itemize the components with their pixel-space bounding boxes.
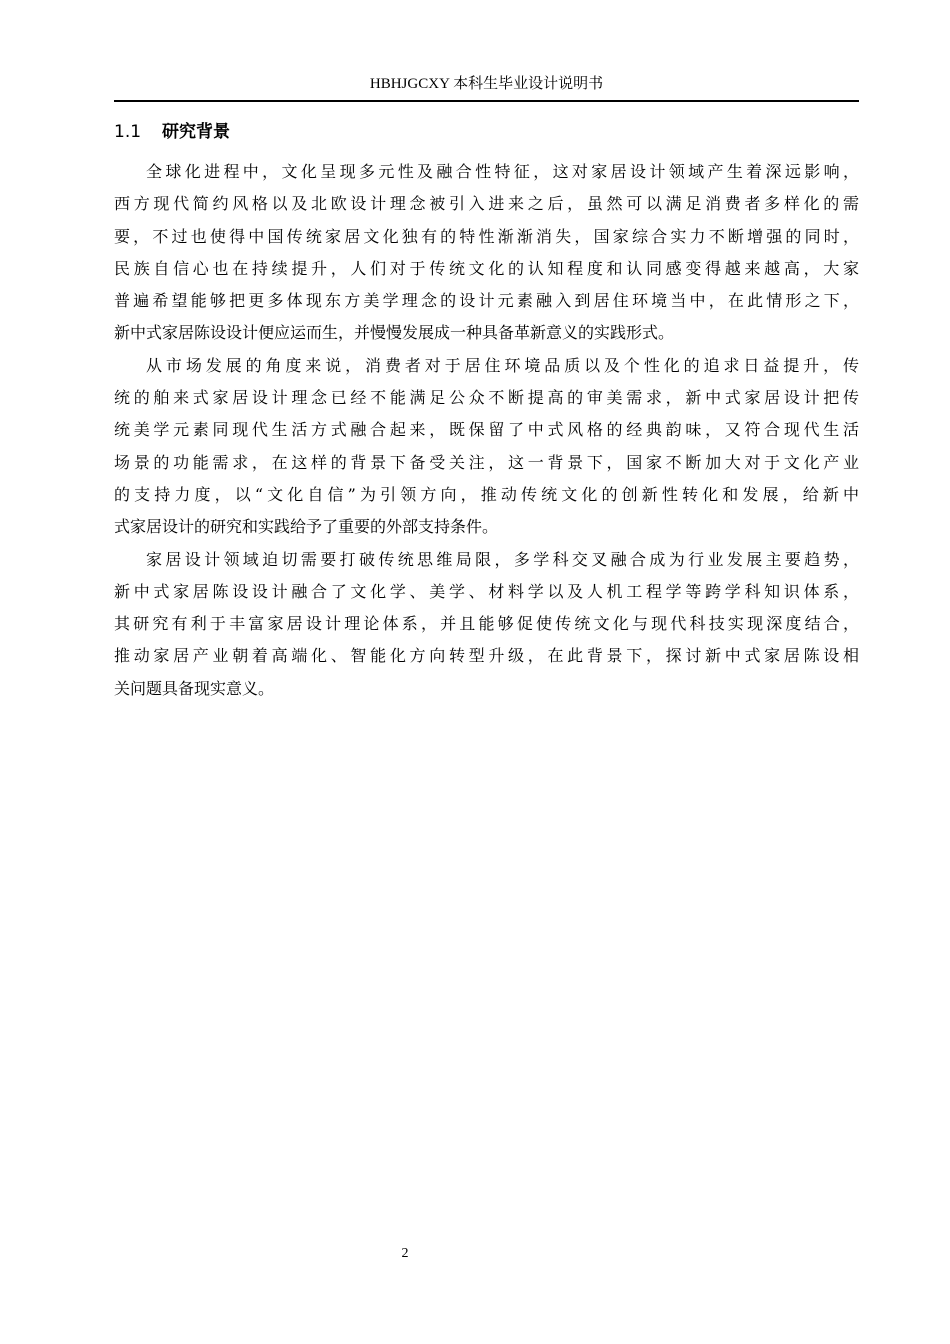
page-number: 2 xyxy=(401,1246,409,1261)
text-line: 西方现代简约风格以及北欧设计理念被引入进来之后，虽然可以满足消费者多样化的需 xyxy=(114,194,859,214)
text-line: 新中式家居陈设设计融合了文化学、美学、材料学以及人机工程学等跨学科知识体系， xyxy=(114,581,859,601)
paragraph xyxy=(114,156,859,350)
header-divider xyxy=(114,100,859,102)
text-line: 统美学元素同现代生活方式融合起来，既保留了中式风格的经典韵味，又符合现代生活 xyxy=(114,420,859,440)
text-line: 统的舶来式家居设计理念已经不能满足公众不断提高的审美需求，新中式家居设计把传 xyxy=(114,388,859,408)
text-line: 全球化进程中，文化呈现多元性及融合性特征，这对家居设计领域产生着深远影响， xyxy=(146,162,859,181)
text-line: 式家居设计的研究和实践给予了重要的外部支持条件。 xyxy=(114,517,499,537)
page-header-title: HBHJGCXY 本科生毕业设计说明书 xyxy=(369,76,604,92)
text-line: 要，不过也使得中国传统家居文化独有的特性渐渐消失，国家综合实力不断增强的同时， xyxy=(114,226,859,246)
section-heading xyxy=(114,121,230,143)
text-line: 新中式家居陈设设计便应运而生，并慢慢发展成一种具备革新意义的实践形式。 xyxy=(114,323,675,343)
text-line: 民族自信心也在持续提升，人们对于传统文化的认知程度和认同感变得越来越高，大家 xyxy=(114,258,859,278)
paragraph xyxy=(114,350,859,544)
section-title: 研究背景 xyxy=(162,122,230,142)
text-line: 普遍希望能够把更多体现东方美学理念的设计元素融入到居住环境当中，在此情形之下， xyxy=(114,291,859,311)
text-line: 从市场发展的角度来说，消费者对于居住环境品质以及个性化的追求日益提升，传 xyxy=(146,355,859,375)
text-line: 其研究有利于丰富家居设计理论体系，并且能够促使传统文化与现代科技实现深度结合， xyxy=(114,614,859,634)
paragraph xyxy=(114,544,859,705)
text-line: 推动家居产业朝着高端化、智能化方向转型升级，在此背景下，探讨新中式家居陈设相 xyxy=(114,646,859,666)
text-line: 的支持力度，以“文化自信”为引领方向，推动传统文化的创新性转化和发展，给新中 xyxy=(114,484,859,504)
body-text xyxy=(114,156,859,705)
text-line: 家居设计领域迫切需要打破传统思维局限，多学科交叉融合成为行业发展主要趋势， xyxy=(146,549,859,569)
text-line: 场景的功能需求，在这样的背景下备受关注，这一背景下，国家不断加大对于文化产业 xyxy=(114,452,859,472)
text-line: 关问题具备现实意义。 xyxy=(114,678,275,698)
section-number: 1.1 xyxy=(114,122,142,142)
